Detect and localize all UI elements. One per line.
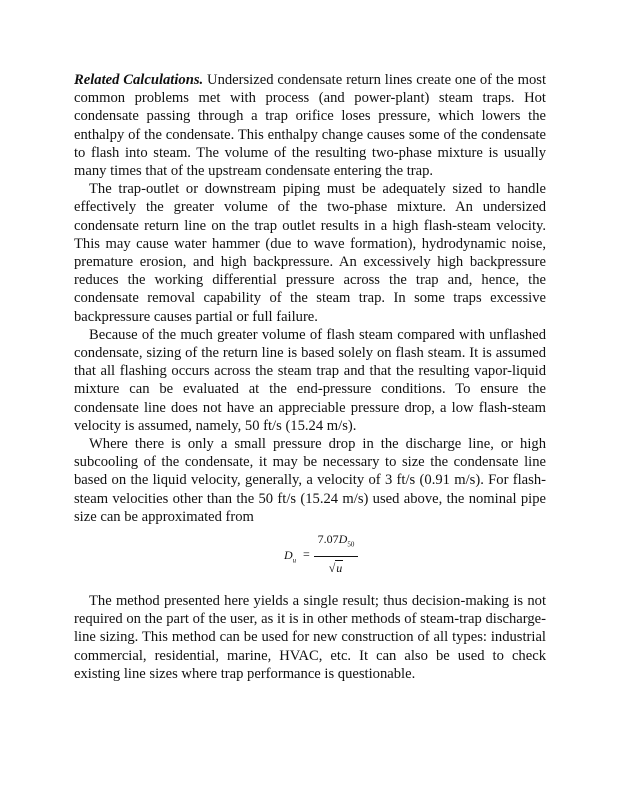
square-root-icon: √ <box>328 560 336 575</box>
equation-numerator: $7.07D_{50}$ <box>317 532 355 549</box>
body-text <box>74 71 546 683</box>
paragraph-flash-steam: Because of the much greater volume of flash steam compared with unflashed condensate, sizing of the return line is based solely on flash steam. It is assumed that all flashing occurs across the steam trap and that the resulting vapor-liquid mixture can be evaluated at the end-pressure conditions. To ensure the condensate line does not have an appreciable pressure drop, a low flash-steam velocity is assumed, namely, 50 ft/s (15.24 m/s). <box>74 326 546 434</box>
paragraph-text: Undersized condensate return lines create one of the most common problems met with process (and power-plant) steam traps. Hot condensate passing through a trap orifice loses pressure, which lowers the enthalpy of the condensate. This enthalpy change causes some of the condensate to flash into steam. The volume of the resulting two-phase mixture is usually many times that of the upstream condensate entering the trap. <box>74 72 547 180</box>
equation-fraction <box>314 530 358 577</box>
equation-equals: = <box>303 547 310 562</box>
paragraph-trap-outlet: The trap-outlet or downstream piping must be adequately sized to handle effectively the greater volume of the two-phase mixture. An undersized condensate return line on the trap outlet results in a high flash-steam velocity. This may cause water hammer (due to wave formation), hydrodynamic noise, premature erosion, and high backpressure. An excessively high backpressure reduces the working differential pressure across the trap and, hence, the condensate removal capability of the steam trap. In some traps excessive backpressure causes partial or full failure. <box>74 181 546 325</box>
run-in-heading: Related Calculations. <box>74 72 204 88</box>
fraction-bar <box>314 556 358 557</box>
paragraph-related-calculations <box>74 71 546 180</box>
equation-lhs: $D_u$ <box>284 548 297 565</box>
pipe-size-equation <box>74 530 546 588</box>
paragraph-method: The method presented here yields a single result; thus decision-making is not required on the part of the user, as it is in other methods of steam-trap discharge-line sizing. This method can be used for new construction of all types: industrial commercial, residential, marine, HVAC, etc. It can also be used to check existing line sizes where trap performance is questionable. <box>74 593 546 682</box>
paragraph-liquid-velocity: Where there is only a small pressure drop in the discharge line, or high subcooling of the condensate, it may be necessary to size the condensate line based on the liquid velocity, generally, a velocity of 3 ft/s (0.91 m/s). For flash-steam velocities other than the 50 ft/s (15.24 m/s) used above, the nominal pipe size can be approximated from <box>74 436 546 525</box>
equation-denominator: √u <box>328 560 343 575</box>
